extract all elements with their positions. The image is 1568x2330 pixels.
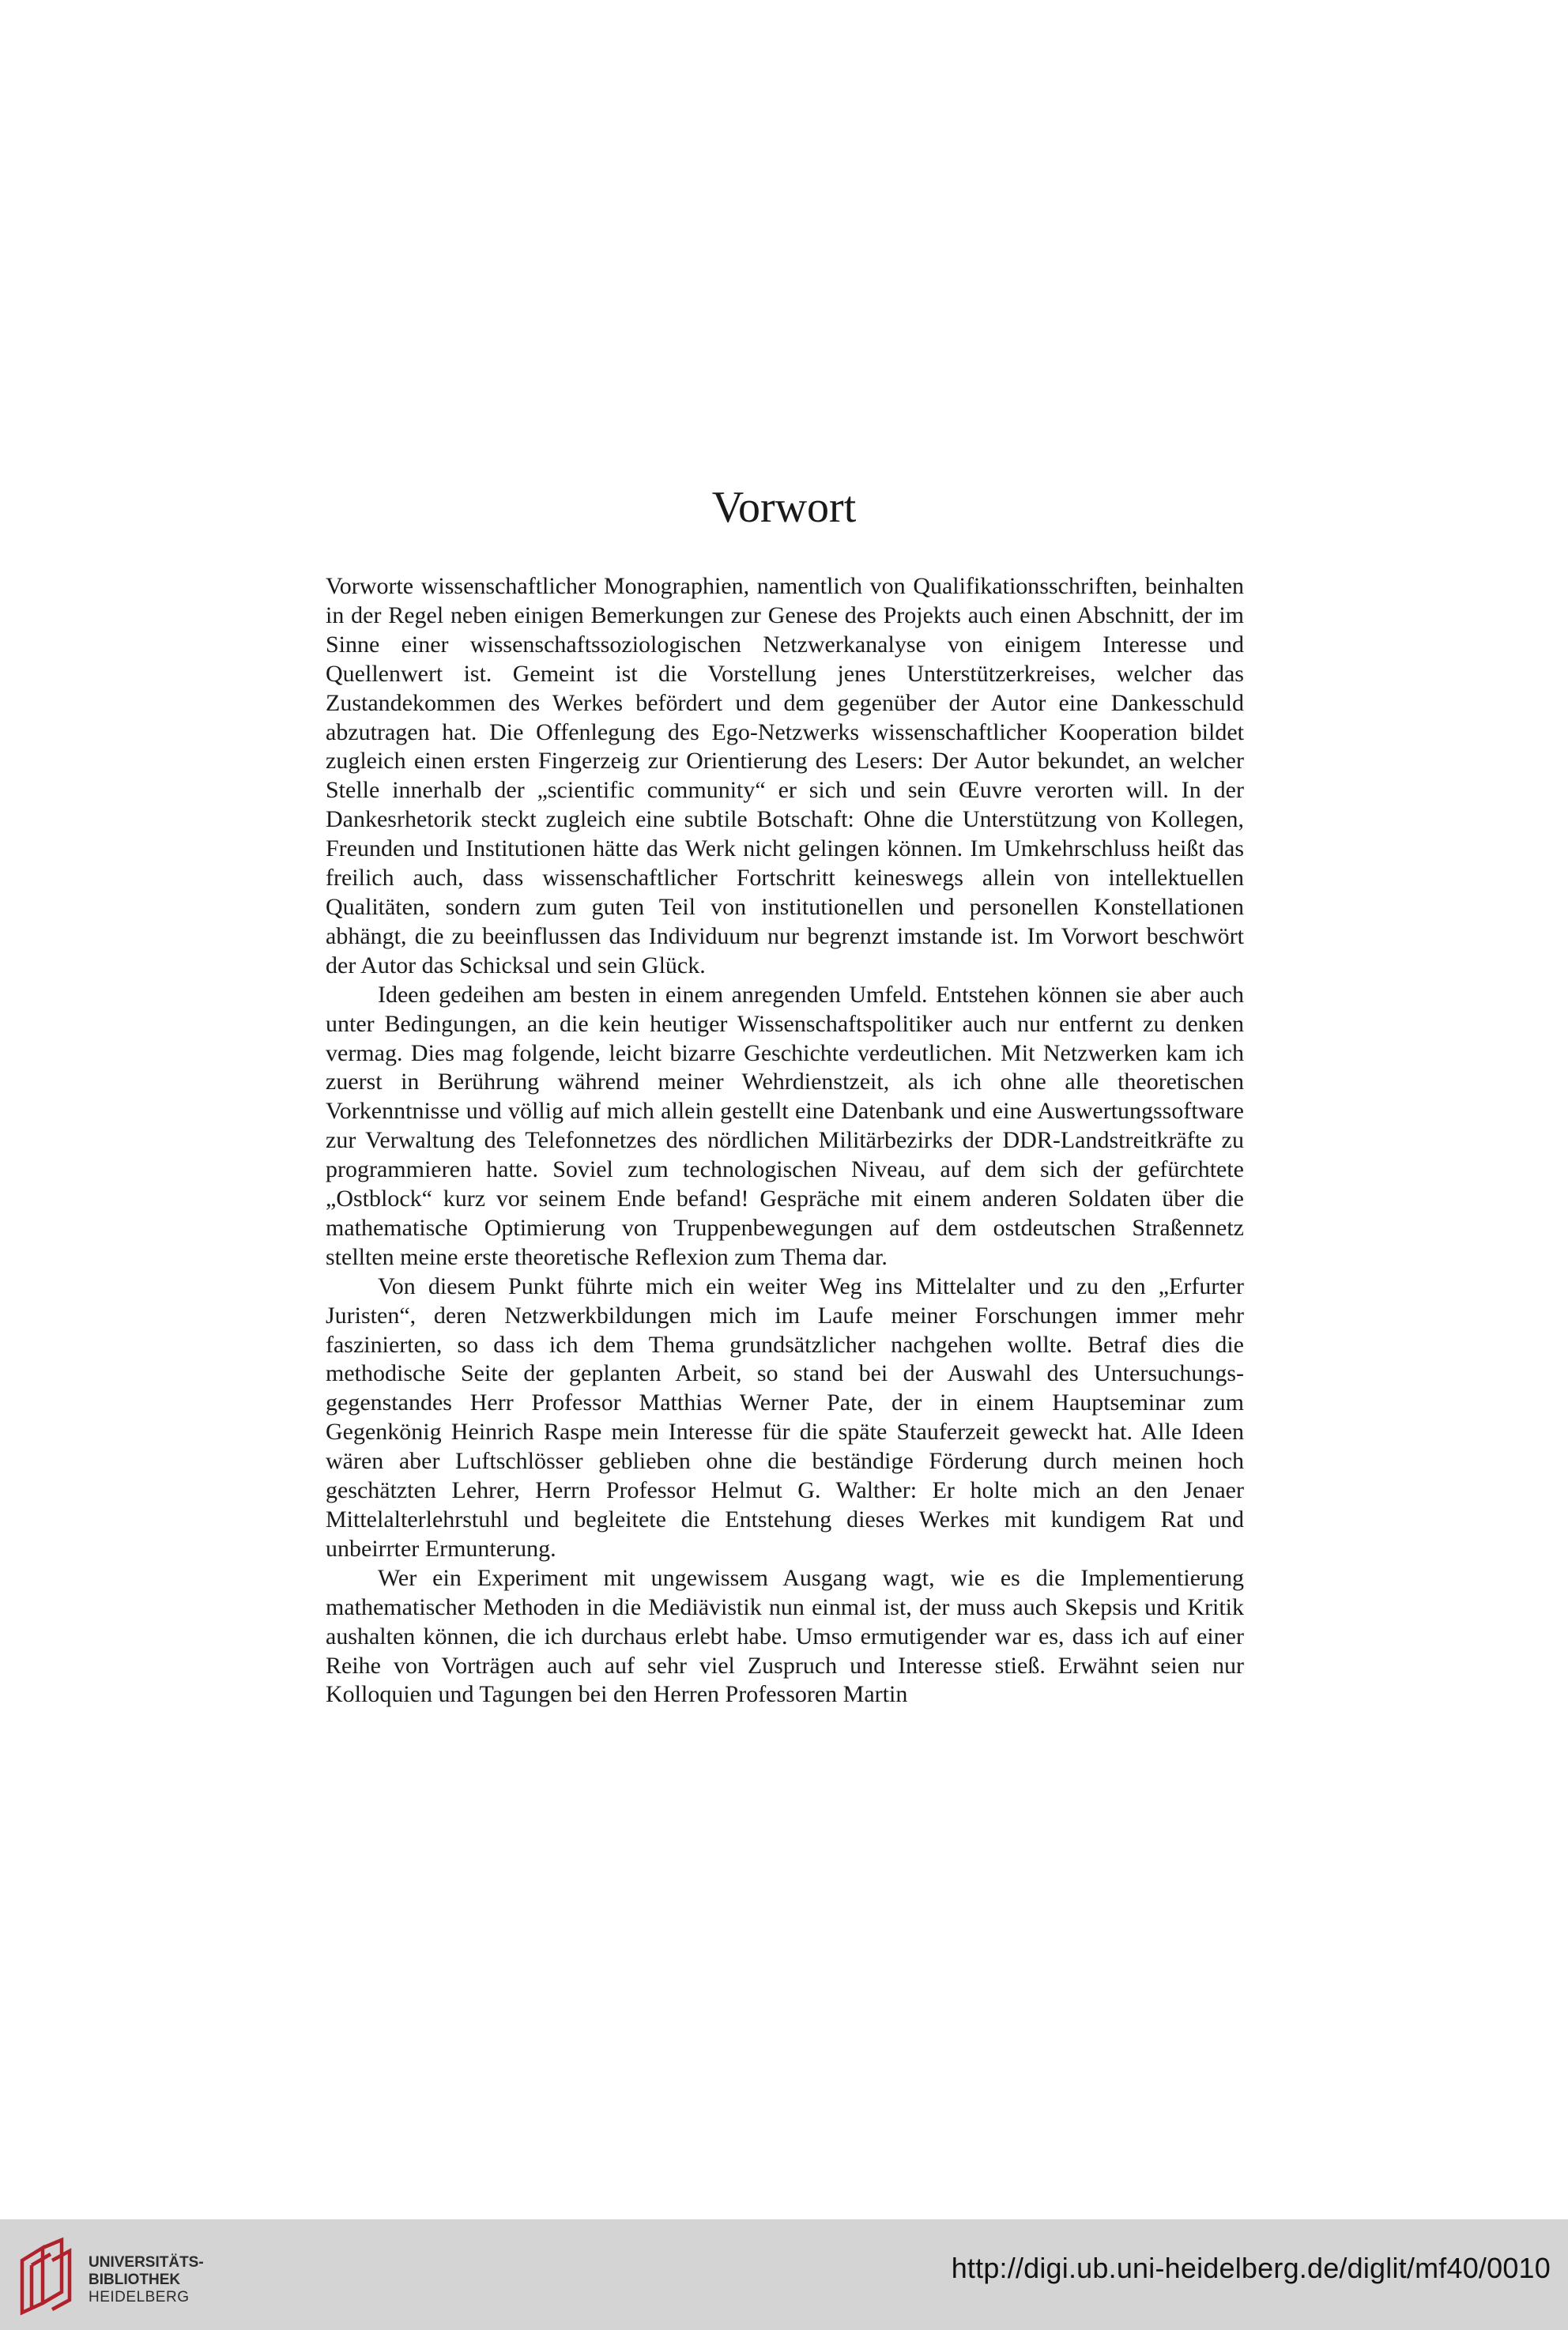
paragraph-3: Von diesem Punkt führte mich ein weiter Weg ins Mittelalter und zu den „Erfurter Juristen“, deren Netzwerkbildungen mich im Laufe meiner Forschungen immer mehr faszinierten, so dass ich dem Thema grundsätzlicher nachgehen wollte. Betraf dies die methodische Seite der geplanten Arbeit, so stand bei der Auswahl des Untersuchungsgegenstandes Herr Professor Matthias Werner Pate, der in einem Hauptseminar zum Gegenkönig Heinrich Raspe mein Interesse für die späte Stauferzeit geweckt hat. Alle Ideen wären aber Luftschlösser geblieben ohne die beständige Förderung durch meinen hoch geschätzten Lehrer, Herrn Professor Helmut G. Walther: Er holte mich an den Jenaer Mittelalterlehrstuhl und begleitete die Entstehung dieses Werkes mit kundigem Rat und unbeirrter Ermunterung. <box>326 1272 1244 1562</box>
paragraph-4: Wer ein Experiment mit ungewissem Ausgang wagt, wie es die Implementierung mathematischer Methoden in die Mediävistik nun einmal ist, der muss auch Skepsis und Kritik aushalten können, die ich durchaus erlebt habe. Umso ermutigender war es, dass ich auf einer Reihe von Vorträgen auch auf sehr viel Zuspruch und Interesse stieß. Erwähnt seien nur Kolloquien und Tagungen bei den Herren Professoren Martin <box>326 1564 1244 1708</box>
library-name <box>89 2254 204 2306</box>
paragraph-2: Ideen gedeihen am besten in einem anregenden Umfeld. Entstehen können sie aber auch unter Bedingungen, an die kein heutiger Wissenschaftspolitiker auch nur entfernt zu denken vermag. Dies mag folgende, leicht bizarre Geschichte verdeutlichen. Mit Netzwerken kam ich zuerst in Berührung während meiner Wehrdienstzeit, als ich ohne alle theoretischen Vorkenntnisse und völlig auf mich allein gestellt eine Datenbank und eine Auswertungssoftware zur Verwaltung des Telefonnetzes des nördlichen Militärbezirks der DDR-Landstreitkräfte zu programmieren hatte. Soviel zum technologischen Niveau, auf dem sich der gefürchtete „Ostblock“ kurz vor seinem Ende befand! Gespräche mit einem anderen Soldaten über die mathematische Optimierung von Truppenbewegungen auf dem ostdeutschen Straßennetz stellten meine erste theoretische Reflexion zum Thema dar. <box>326 981 1244 1270</box>
library-name-line-3: HEIDELBERG <box>89 2289 190 2305</box>
source-url[interactable]: http://digi.ub.uni-heidelberg.de/diglit/mf40/0010 <box>951 2252 1551 2284</box>
body-text <box>326 572 1244 1710</box>
library-name-line-1: UNIVERSITÄTS- <box>89 2254 204 2271</box>
page-title: Vorwort <box>711 483 857 532</box>
library-logo-icon <box>16 2237 79 2316</box>
paragraph-1: Vorworte wissenschaftlicher Monographien, namentlich von Qualifikationsschriften, beinhalten in der Regel neben einigen Bemerkungen zur Genese des Projekts auch einen Abschnitt, der im Sinne einer wissenschaftssoziologischen Netzwerkanalyse von einigem Interesse und Quellenwert ist. Gemeint ist die Vorstellung jenes Unterstützerkreises, welcher das Zustandekommen des Werkes befördert und dem gegenüber der Autor eine Dankesschuld abzutragen hat. Die Offenlegung des Ego-Netzwerks wissenschaftlicher Kooperation bildet zugleich einen ersten Fingerzeig zur Orientierung des Lesers: Der Autor bekundet, an welcher Stelle innerhalb der „scientific community“ er sich und sein Œuvre verorten will. In der Dankesrhetorik steckt zugleich eine subtile Botschaft: Ohne die Unterstützung von Kollegen, Freunden und Institutionen hätte das Werk nicht gelingen können. Im Umkehrschluss heißt das freilich auch, dass wissenschaftlicher Fortschritt keineswegs allein von intellektuellen Qualitäten, sondern zum guten Teil von institutionellen und personellen Konstellationen abhängt, die zu beeinflussen das Individuum nur begrenzt imstande ist. Im Vorwort beschwört der Autor das Schicksal und sein Glück. <box>326 573 1244 978</box>
library-name-line-2: BIBLIOTHEK <box>89 2272 181 2288</box>
footer-bar <box>0 2219 1568 2330</box>
